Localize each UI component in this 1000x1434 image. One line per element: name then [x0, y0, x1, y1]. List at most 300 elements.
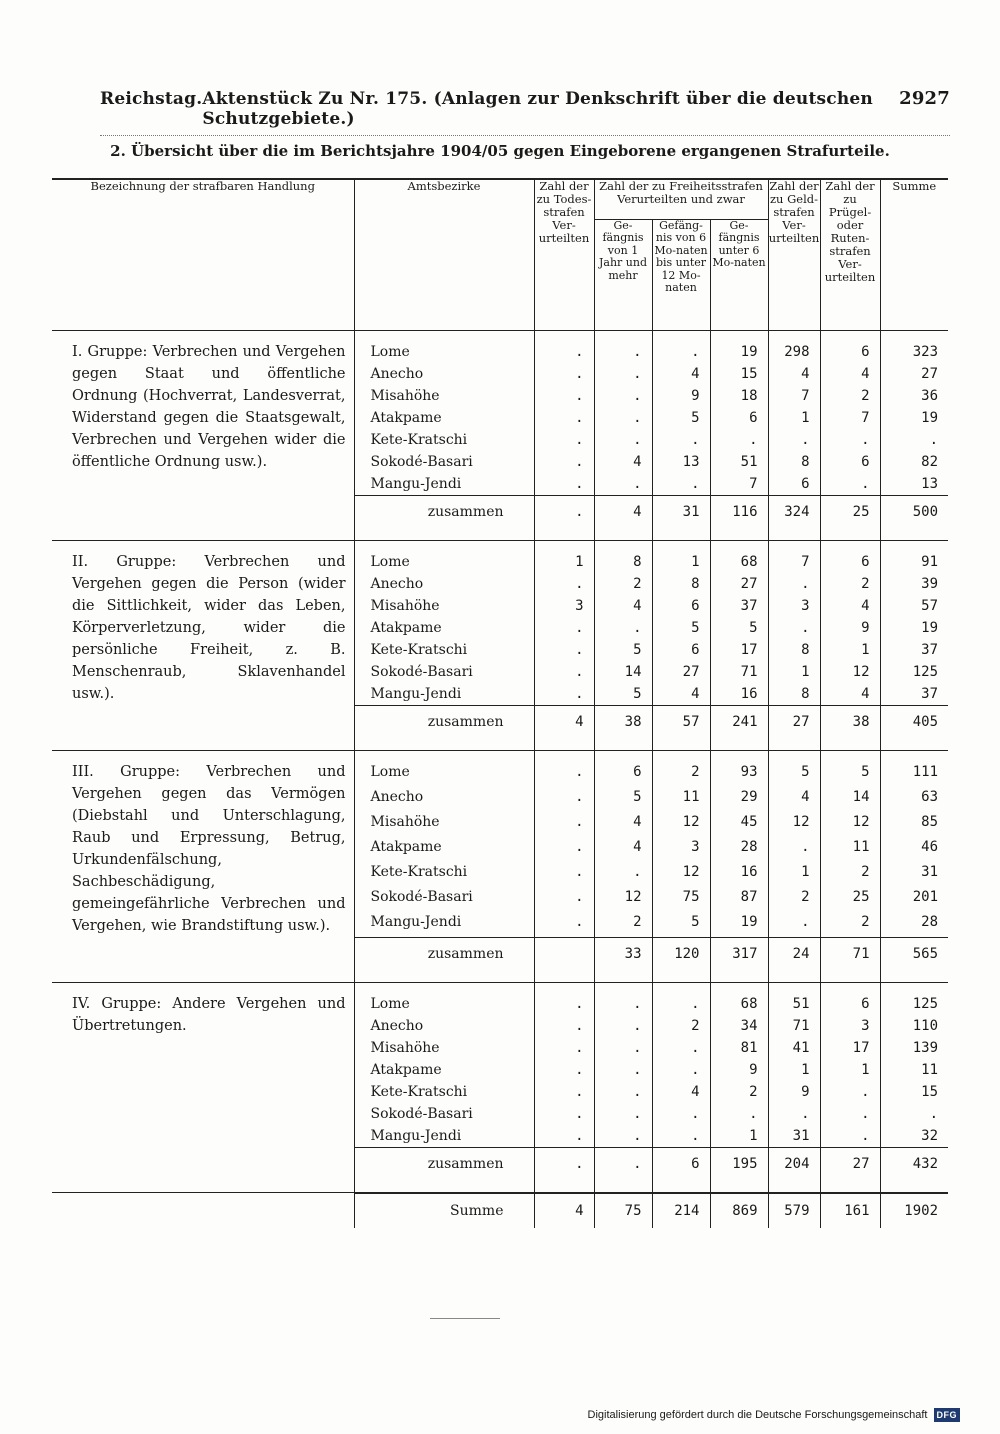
- value-cell: 11: [820, 836, 880, 861]
- value-cell: .: [594, 429, 652, 451]
- sum-value: 195: [710, 1147, 768, 1180]
- value-cell: 4: [820, 595, 880, 617]
- sum-value: 31: [652, 496, 710, 529]
- value-cell: 36: [880, 385, 948, 407]
- grand-total-row: [52, 1193, 948, 1228]
- spacer-cell: [594, 1180, 652, 1193]
- value-cell: 51: [768, 993, 820, 1015]
- group-sum-row: [52, 937, 948, 970]
- district-name: Anecho: [354, 363, 534, 385]
- value-cell: .: [768, 573, 820, 595]
- district-name: Atakpame: [354, 617, 534, 639]
- spacer-cell: [534, 738, 594, 751]
- value-cell: 12: [652, 861, 710, 886]
- value-cell: 3: [652, 836, 710, 861]
- value-cell: 3: [768, 595, 820, 617]
- spacer-cell: [52, 541, 354, 552]
- sum-value: 71: [820, 937, 880, 970]
- grand-total-value: 579: [768, 1193, 820, 1228]
- grand-total-label: Summe: [354, 1193, 534, 1228]
- value-cell: 19: [880, 617, 948, 639]
- value-cell: .: [594, 1103, 652, 1125]
- value-cell: 16: [710, 861, 768, 886]
- value-cell: .: [534, 385, 594, 407]
- value-cell: 9: [652, 385, 710, 407]
- spacer-cell: [710, 541, 768, 552]
- spacer-cell: [354, 970, 534, 983]
- sum-value: 38: [594, 706, 652, 739]
- spacer-cell: [768, 1180, 820, 1193]
- district-name: Kete-Kratschi: [354, 429, 534, 451]
- spacer-cell: [768, 751, 820, 762]
- district-name: Atakpame: [354, 836, 534, 861]
- col-header-flogging: Zahl der zu Prügel- oder Ruten-strafen Ver-urteilten: [820, 179, 880, 331]
- value-cell: 2: [820, 573, 880, 595]
- sum-value: 57: [652, 706, 710, 739]
- spacer-cell: [52, 982, 354, 993]
- spacer-cell: [880, 738, 948, 751]
- value-cell: .: [534, 1081, 594, 1103]
- grand-blank: [52, 1193, 354, 1228]
- sum-value: 4: [594, 496, 652, 529]
- value-cell: 12: [820, 811, 880, 836]
- value-cell: 8: [652, 573, 710, 595]
- spacer-cell: [710, 970, 768, 983]
- spacer-cell: [768, 970, 820, 983]
- value-cell: 25: [820, 886, 880, 911]
- col-header-total: Summe: [880, 179, 948, 331]
- value-cell: .: [594, 1059, 652, 1081]
- spacer-cell: [820, 331, 880, 342]
- district-name: Sokodé-Basari: [354, 661, 534, 683]
- value-cell: 13: [652, 451, 710, 473]
- spacer-cell: [534, 541, 594, 552]
- value-cell: 5: [652, 617, 710, 639]
- district-name: Anecho: [354, 1015, 534, 1037]
- value-cell: 8: [594, 551, 652, 573]
- value-cell: 1: [768, 1059, 820, 1081]
- value-cell: 51: [710, 451, 768, 473]
- value-cell: 2: [768, 886, 820, 911]
- value-cell: .: [652, 429, 710, 451]
- value-cell: 2: [594, 911, 652, 937]
- table-row: [52, 993, 948, 1015]
- sum-value: 24: [768, 937, 820, 970]
- value-cell: 6: [820, 993, 880, 1015]
- value-cell: .: [820, 429, 880, 451]
- sum-value: 116: [710, 496, 768, 529]
- value-cell: .: [880, 429, 948, 451]
- value-cell: .: [652, 1037, 710, 1059]
- sum-blank: [52, 1147, 354, 1180]
- spacer-cell: [534, 1180, 594, 1193]
- value-cell: 5: [710, 617, 768, 639]
- value-cell: 201: [880, 886, 948, 911]
- col-header-prison-6-12: Gefäng-nis von 6 Mo-naten bis unter 12 Mo-naten: [652, 219, 710, 330]
- value-cell: .: [594, 617, 652, 639]
- value-cell: 4: [594, 811, 652, 836]
- spacer-cell: [768, 528, 820, 541]
- value-cell: 1: [768, 861, 820, 886]
- group-end: [52, 528, 948, 541]
- col-header-prison-group: Zahl der zu Freiheitsstrafen Verurteilten und zwar: [594, 179, 768, 219]
- value-cell: 11: [652, 786, 710, 811]
- value-cell: 2: [652, 761, 710, 786]
- value-cell: 6: [768, 473, 820, 496]
- group-sum-row: [52, 1147, 948, 1180]
- spacer-cell: [354, 528, 534, 541]
- value-cell: 71: [768, 1015, 820, 1037]
- value-cell: 5: [652, 911, 710, 937]
- sum-blank: [52, 706, 354, 739]
- spacer-cell: [880, 528, 948, 541]
- spacer-cell: [652, 541, 710, 552]
- value-cell: .: [594, 993, 652, 1015]
- value-cell: .: [768, 836, 820, 861]
- district-name: Kete-Kratschi: [354, 1081, 534, 1103]
- value-cell: 14: [820, 786, 880, 811]
- group-sum-row: [52, 496, 948, 529]
- spacer-cell: [534, 982, 594, 993]
- value-cell: .: [594, 1037, 652, 1059]
- sum-value: 241: [710, 706, 768, 739]
- spacer-cell: [52, 1180, 354, 1193]
- value-cell: 8: [768, 451, 820, 473]
- value-cell: 5: [594, 683, 652, 706]
- spacer-cell: [710, 982, 768, 993]
- table-title: 2. Übersicht über die im Berichtsjahre 1904/05 gegen Eingeborene ergangenen Strafurteile.: [110, 142, 890, 160]
- spacer-cell: [768, 982, 820, 993]
- district-name: Mangu-Jendi: [354, 683, 534, 706]
- value-cell: 37: [880, 639, 948, 661]
- table-row: [52, 761, 948, 786]
- value-cell: .: [594, 1015, 652, 1037]
- value-cell: 6: [820, 551, 880, 573]
- value-cell: .: [534, 993, 594, 1015]
- value-cell: .: [594, 407, 652, 429]
- value-cell: 7: [768, 551, 820, 573]
- value-cell: .: [534, 639, 594, 661]
- value-cell: 31: [768, 1125, 820, 1148]
- value-cell: .: [768, 1103, 820, 1125]
- col-header-prison-1y: Ge-fängnis von 1 Jahr und mehr: [594, 219, 652, 330]
- group-spacer: [52, 331, 948, 342]
- value-cell: 75: [652, 886, 710, 911]
- spacer-cell: [534, 528, 594, 541]
- value-cell: .: [594, 861, 652, 886]
- value-cell: 7: [820, 407, 880, 429]
- col-header-death: Zahl der zu Todes-strafen Ver-urteilten: [534, 179, 594, 331]
- value-cell: 4: [768, 363, 820, 385]
- table-row: [52, 551, 948, 573]
- value-cell: 8: [768, 639, 820, 661]
- spacer-cell: [594, 528, 652, 541]
- value-cell: 139: [880, 1037, 948, 1059]
- value-cell: .: [534, 1125, 594, 1148]
- group-description: II. Gruppe: Verbrechen und Vergehen gegen die Person (wider die Sittlichkeit, wider das Leben, Körperverletzung, wider die persönliche Freiheit, z. B. Menschenraub, Sklavenhandel usw.).: [72, 554, 346, 702]
- spacer-cell: [594, 970, 652, 983]
- sum-value: 432: [880, 1147, 948, 1180]
- spacer-cell: [652, 528, 710, 541]
- group-end: [52, 738, 948, 751]
- spacer-cell: [768, 331, 820, 342]
- value-cell: .: [594, 363, 652, 385]
- spacer-cell: [52, 528, 354, 541]
- value-cell: .: [534, 617, 594, 639]
- sum-label: zusammen: [354, 937, 534, 970]
- value-cell: 82: [880, 451, 948, 473]
- district-name: Anecho: [354, 573, 534, 595]
- spacer-cell: [820, 541, 880, 552]
- value-cell: 8: [768, 683, 820, 706]
- page-number: 2927: [899, 88, 950, 109]
- value-cell: 81: [710, 1037, 768, 1059]
- value-cell: 4: [820, 363, 880, 385]
- group-end: [52, 1180, 948, 1193]
- value-cell: .: [534, 1103, 594, 1125]
- value-cell: 5: [594, 786, 652, 811]
- district-name: Misahöhe: [354, 811, 534, 836]
- district-name: Anecho: [354, 786, 534, 811]
- value-cell: 63: [880, 786, 948, 811]
- district-name: Atakpame: [354, 407, 534, 429]
- value-cell: 6: [820, 341, 880, 363]
- value-cell: 7: [710, 473, 768, 496]
- value-cell: .: [652, 341, 710, 363]
- value-cell: 6: [710, 407, 768, 429]
- value-cell: 41: [768, 1037, 820, 1059]
- spacer-cell: [820, 982, 880, 993]
- value-cell: 34: [710, 1015, 768, 1037]
- value-cell: .: [652, 473, 710, 496]
- value-cell: .: [534, 811, 594, 836]
- value-cell: .: [534, 761, 594, 786]
- sum-value: 4: [534, 706, 594, 739]
- grand-total-value: 161: [820, 1193, 880, 1228]
- spacer-cell: [354, 982, 534, 993]
- value-cell: 19: [710, 341, 768, 363]
- value-cell: 2: [652, 1015, 710, 1037]
- value-cell: .: [710, 1103, 768, 1125]
- sum-value: 565: [880, 937, 948, 970]
- value-cell: 1: [710, 1125, 768, 1148]
- value-cell: 12: [768, 811, 820, 836]
- group-spacer: [52, 541, 948, 552]
- value-cell: 3: [820, 1015, 880, 1037]
- value-cell: 5: [594, 639, 652, 661]
- district-name: Sokodé-Basari: [354, 451, 534, 473]
- spacer-cell: [354, 541, 534, 552]
- value-cell: 19: [880, 407, 948, 429]
- value-cell: 4: [652, 363, 710, 385]
- grand-total-value: 869: [710, 1193, 768, 1228]
- group-sum-row: [52, 706, 948, 739]
- value-cell: .: [534, 473, 594, 496]
- spacer-cell: [652, 751, 710, 762]
- value-cell: .: [534, 786, 594, 811]
- col-header-prison-lt6: Ge-fängnis unter 6 Mo-naten: [710, 219, 768, 330]
- value-cell: 125: [880, 661, 948, 683]
- value-cell: .: [534, 1037, 594, 1059]
- group-spacer: [52, 982, 948, 993]
- district-name: Misahöhe: [354, 595, 534, 617]
- value-cell: .: [652, 1103, 710, 1125]
- value-cell: 13: [880, 473, 948, 496]
- spacer-cell: [710, 331, 768, 342]
- district-name: Misahöhe: [354, 385, 534, 407]
- sum-value: 120: [652, 937, 710, 970]
- value-cell: .: [534, 911, 594, 937]
- district-name: Kete-Kratschi: [354, 639, 534, 661]
- value-cell: .: [880, 1103, 948, 1125]
- page-header: [100, 88, 950, 136]
- district-name: Atakpame: [354, 1059, 534, 1081]
- value-cell: 5: [652, 407, 710, 429]
- value-cell: 9: [768, 1081, 820, 1103]
- spacer-cell: [354, 1180, 534, 1193]
- group-spacer: [52, 751, 948, 762]
- sum-value: 25: [820, 496, 880, 529]
- footer: [588, 1408, 960, 1422]
- value-cell: .: [652, 1059, 710, 1081]
- district-name: Lome: [354, 993, 534, 1015]
- value-cell: .: [534, 861, 594, 886]
- value-cell: 4: [652, 1081, 710, 1103]
- sum-value: 324: [768, 496, 820, 529]
- spacer-cell: [710, 751, 768, 762]
- value-cell: 37: [880, 683, 948, 706]
- spacer-cell: [594, 541, 652, 552]
- header-left: Reichstag.: [100, 89, 203, 109]
- grand-total-value: 75: [594, 1193, 652, 1228]
- sum-value: 27: [820, 1147, 880, 1180]
- sum-value: 38: [820, 706, 880, 739]
- group-description: I. Gruppe: Verbrechen und Vergehen gegen Staat und öffentliche Ordnung (Hochverrat, Landesverrat, Widerstand gegen die Staatsgewalt, Verbrechen und Vergehen wider die öffentliche Ordnung usw.).: [72, 344, 346, 470]
- value-cell: 57: [880, 595, 948, 617]
- district-name: Lome: [354, 761, 534, 786]
- value-cell: .: [710, 429, 768, 451]
- spacer-cell: [652, 331, 710, 342]
- value-cell: 28: [710, 836, 768, 861]
- col-header-fine: Zahl der zu Geld-strafen Ver-urteilten: [768, 179, 820, 331]
- sum-value: 204: [768, 1147, 820, 1180]
- value-cell: 9: [710, 1059, 768, 1081]
- sum-label: zusammen: [354, 496, 534, 529]
- district-name: Lome: [354, 341, 534, 363]
- table-row: [52, 341, 948, 363]
- value-cell: 31: [880, 861, 948, 886]
- value-cell: 1: [820, 639, 880, 661]
- footer-text: Digitalisierung gefördert durch die Deutsche Forschungsgemeinschaft: [587, 1409, 928, 1421]
- value-cell: 6: [594, 761, 652, 786]
- value-cell: 27: [880, 363, 948, 385]
- spacer-cell: [52, 331, 354, 342]
- value-cell: 29: [710, 786, 768, 811]
- spacer-cell: [768, 541, 820, 552]
- spacer-cell: [710, 528, 768, 541]
- value-cell: 14: [594, 661, 652, 683]
- value-cell: 2: [594, 573, 652, 595]
- value-cell: 323: [880, 341, 948, 363]
- district-name: Sokodé-Basari: [354, 1103, 534, 1125]
- spacer-cell: [652, 1180, 710, 1193]
- value-cell: .: [534, 836, 594, 861]
- spacer-cell: [880, 1180, 948, 1193]
- value-cell: 45: [710, 811, 768, 836]
- value-cell: 37: [710, 595, 768, 617]
- grand-total-value: 214: [652, 1193, 710, 1228]
- value-cell: 7: [768, 385, 820, 407]
- sum-value: 27: [768, 706, 820, 739]
- value-cell: 1: [768, 661, 820, 683]
- spacer-cell: [710, 1180, 768, 1193]
- value-cell: 68: [710, 551, 768, 573]
- value-cell: 2: [820, 861, 880, 886]
- spacer-cell: [820, 970, 880, 983]
- group-description: III. Gruppe: Verbrechen und Vergehen gegen das Vermögen (Diebstahl und Unterschlagung, Raub und Erpressung, Betrug, Urkundenfälschung, Sachbeschädigung, gemeingefährliche Verbrechen und Vergehen, wie Brandstiftung usw.).: [72, 764, 346, 934]
- spacer-cell: [880, 751, 948, 762]
- value-cell: 6: [652, 639, 710, 661]
- sum-label: zusammen: [354, 1147, 534, 1180]
- value-cell: .: [768, 429, 820, 451]
- value-cell: 12: [820, 661, 880, 683]
- value-cell: 91: [880, 551, 948, 573]
- spacer-cell: [534, 970, 594, 983]
- value-cell: .: [820, 1125, 880, 1148]
- value-cell: .: [534, 573, 594, 595]
- value-cell: 32: [880, 1125, 948, 1148]
- value-cell: 111: [880, 761, 948, 786]
- col-header-district: Amtsbezirke: [354, 179, 534, 331]
- district-name: Misahöhe: [354, 1037, 534, 1059]
- value-cell: 5: [820, 761, 880, 786]
- value-cell: .: [820, 1103, 880, 1125]
- value-cell: .: [534, 1059, 594, 1081]
- district-name: Mangu-Jendi: [354, 1125, 534, 1148]
- value-cell: 17: [820, 1037, 880, 1059]
- value-cell: 4: [594, 451, 652, 473]
- value-cell: 5: [768, 761, 820, 786]
- value-cell: 12: [652, 811, 710, 836]
- value-cell: .: [594, 385, 652, 407]
- value-cell: .: [768, 911, 820, 937]
- group-description: IV. Gruppe: Andere Vergehen und Übertretungen.: [72, 995, 346, 1034]
- value-cell: 27: [652, 661, 710, 683]
- value-cell: .: [534, 886, 594, 911]
- grand-total-value: 1902: [880, 1193, 948, 1228]
- value-cell: .: [534, 363, 594, 385]
- spacer-cell: [820, 751, 880, 762]
- value-cell: 15: [880, 1081, 948, 1103]
- value-cell: .: [534, 341, 594, 363]
- district-name: Lome: [354, 551, 534, 573]
- spacer-cell: [534, 331, 594, 342]
- value-cell: 39: [880, 573, 948, 595]
- sum-value: 317: [710, 937, 768, 970]
- header-title: Aktenstück Zu Nr. 175. (Anlagen zur Denkschrift über die deutschen Schutzgebiete.): [202, 89, 873, 129]
- value-cell: 4: [594, 595, 652, 617]
- value-cell: 4: [768, 786, 820, 811]
- value-cell: 1: [768, 407, 820, 429]
- group-end: [52, 970, 948, 983]
- value-cell: 4: [820, 683, 880, 706]
- end-rule: [430, 1318, 500, 1319]
- spacer-cell: [880, 970, 948, 983]
- value-cell: 28: [880, 911, 948, 937]
- value-cell: 110: [880, 1015, 948, 1037]
- district-name: Mangu-Jendi: [354, 911, 534, 937]
- spacer-cell: [820, 1180, 880, 1193]
